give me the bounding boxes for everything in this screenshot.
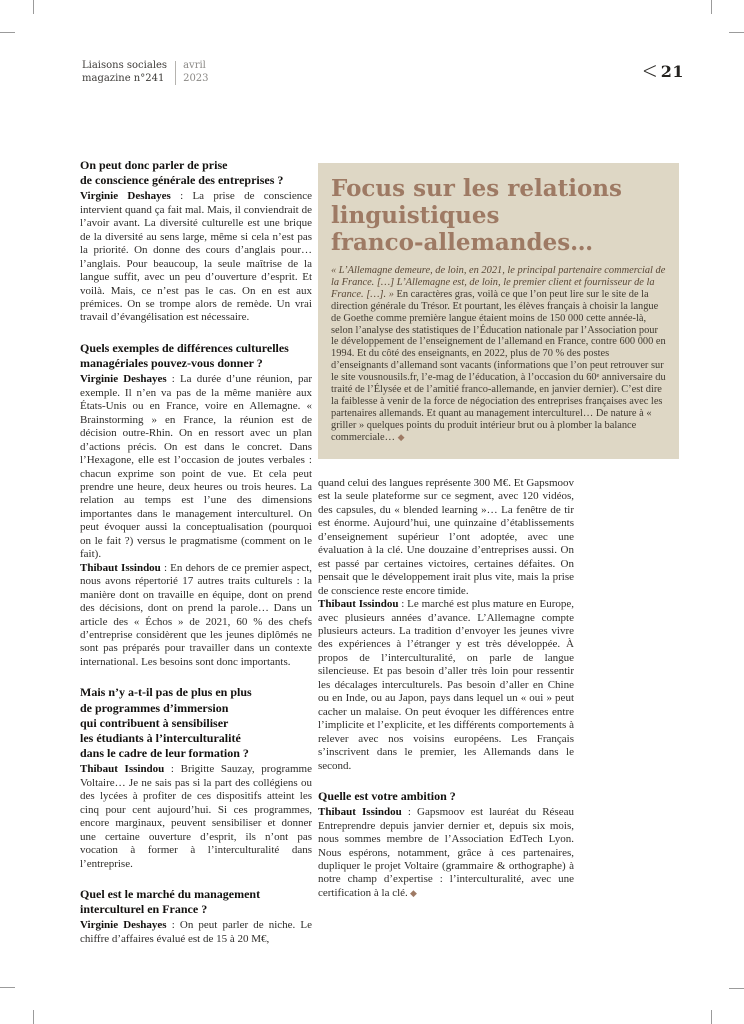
article-end-mark-icon: ◆ xyxy=(407,887,417,898)
masthead-line1: Liaisons sociales xyxy=(82,60,168,71)
answer-text: : En dehors de ce premier aspect, nous avons répertorié 17 autres traits culturels : la manière dont on travaille en équipe, dont on prend des décisions, dont on prend la parole… Dans un article des « Échos » de 2021, 60 % des chefs d’entreprise considèrent que les jeunes diplômés ne sont pas préparés pour travailler dans un contexte international. Les besoins sont donc importants. xyxy=(80,561,312,668)
interview-question xyxy=(80,685,312,761)
issue-year: 2023 xyxy=(183,72,209,84)
focus-title xyxy=(331,175,666,256)
interview-answer xyxy=(80,763,312,871)
focus-text: En caractères gras, voilà ce que l’on peut lire sur le site de la direction générale du Trésor. Et pourtant, les élèves français à choisir la langue de Goethe comme première langue étaient moins de 150 000 cette année-là, selon l’analyse des statistiques de l’Éducation nationale par l’Association pour le développement de l’enseignement de l’allemand en France, contre 600 000 en 1994. Et du côté des enseignants, en 2022, plus de 70 % des postes d’enseignants d’allemand sont vacants (informations que l’on peut retrouver sur le site vousnousils.fr, l’e-mag de l’éducation, à l’occasion du 60ᵉ anniversaire du traité de l’Élysée et de l’amitié franco-allemande, en janvier dernier). C’est dire la faiblesse à venir de la force de négociation des entreprises françaises avec les partenaires allemands. Et quant au management interculturel… De nature à « griller » quelques points du produit intérieur brut ou à plomber la balance commerciale… xyxy=(331,288,666,443)
crop-mark xyxy=(711,0,712,14)
masthead-issue xyxy=(183,60,208,85)
speaker-name: Thibaut Issindou xyxy=(80,561,161,574)
question-line: Quelle est votre ambition ? xyxy=(318,788,456,803)
focus-title-line: franco-allemandes… xyxy=(331,229,594,256)
answer-text: : La prise de conscience intervient quand ça fait mal. Mais, il conviendrait de l’avoir avant. La diversité culturelle est une brique de la diversité au sens large, même si cela n’est pas la priorité. On donne des cours d’anglais pour… l’anglais. Pour beaucoup, la seule maîtrise de la langue suffit, avec un peu d’ouverture d’esprit. Et voilà. Mais, ce n’est pas le cas. On en est aux prémices. On se trompe alors de remède. Un vrai travail d’évangélisation est nécessaire. xyxy=(80,190,313,324)
crop-mark xyxy=(0,32,15,33)
question-line: Quel est le marché du management xyxy=(80,886,261,901)
interview-answer xyxy=(80,373,312,561)
question-line: On peut donc parler de prise xyxy=(80,158,228,172)
answer-text: : Gapsmoov est lauréat du Réseau Entreprendre depuis janvier dernier et, depuis six mois, nous sommes membre de l’Association EdTech Lyon. Nous espérons, notamment, grâce à ces partenaires, dupliquer le projet Voltaire (grammaire & orthographe) à notre champ d’expertise : l’interculturalité, avec une certification à la clé. xyxy=(318,806,574,899)
question-line: interculturel en France ? xyxy=(80,902,208,917)
focus-box xyxy=(318,163,679,459)
answer-text: quand celui des langues représente 300 M€. Et Gapsmoov est la seule plateforme sur ce segment, avec 120 vidéos, des capsules, du « blended learning »… La fenêtre de tir est énorme. Aujourd’hui, une quinzaine d’établissements d’enseignement supérieur l’ont adoptée, avec une évaluation à la clé. Une douzaine d’entreprises aussi. On est passé par certaines victoires, certaines défaites. On pensait que le développement irait plus vite, mais la prise de conscience reste encore timide. xyxy=(318,477,574,597)
question-line: Quels exemples de différences culturelles xyxy=(80,340,289,355)
speaker-name: Virginie Deshayes xyxy=(80,373,167,386)
focus-quote: « L’Allemagne demeure, de loin, en 2021, le principal partenaire commercial de la France. […] L’Allemagne est, de loin, le premier client et fournisseur de la France. […]. » xyxy=(331,265,666,300)
crop-mark xyxy=(711,1010,712,1024)
question-line: de conscience générale des entreprises ? xyxy=(80,173,284,188)
interview-question xyxy=(318,789,574,804)
masthead xyxy=(82,60,209,85)
masthead-line2: magazine n°241 xyxy=(82,72,165,84)
masthead-divider xyxy=(175,61,176,85)
answer-text: : Brigitte Sauzay, programme Voltaire… Je ne sais pas si la part des collégiens ou des lycées à profiter de ces dispositifs atteint les cinq pour cent aujourd’hui. Si ces programmes, encore marginaux, peuvent sensibiliser et donner une certaine ouverture d’esprit, ils n’ont pas vocation à former à l’interculturalité dans l’entreprise. xyxy=(80,763,312,870)
question-line: les étudiants à l’interculturalité xyxy=(80,730,241,745)
masthead-title xyxy=(82,60,167,85)
interview-question xyxy=(80,158,312,188)
question-line: managériales pouvez-vous donner ? xyxy=(80,356,263,371)
question-line: de programmes d’immersion xyxy=(80,700,229,715)
crop-mark xyxy=(729,988,744,989)
speaker-name: Thibaut Issindou xyxy=(318,806,402,819)
article-column-left xyxy=(80,158,312,946)
focus-title-line: linguistiques xyxy=(331,202,500,229)
answer-text: : Le marché est plus mature en Europe, avec plusieurs années d’avance. L’Allemagne compte plusieurs acteurs. La tradition d’envoyer les jeunes vivre des expériences à l’étranger y est très développée. À propos de l’interculturalité, on parle de langue silencieuse. Et pas besoin d’aller très loin pour ressentir les décalages interculturels. Pas besoin d’aller en Chine ou en Inde, ou au Japon, pays dans lequel un « oui » peut cacher un malaise. On peut évoquer les différences entre l’implicite et l’explicite, et les différents comportements à relever avec nos voisins européens. Les Français s’inscrivent dans le premier, les Allemands dans le second. xyxy=(318,598,574,772)
question-line: dans le cadre de leur formation ? xyxy=(80,746,249,761)
interview-answer xyxy=(318,598,574,773)
question-line: qui contribuent à sensibiliser xyxy=(80,715,229,730)
interview-answer xyxy=(80,919,312,946)
issue-month: avril xyxy=(183,60,206,71)
page-number: 21 xyxy=(660,61,684,81)
speaker-name: Thibaut Issindou xyxy=(318,598,399,611)
crop-mark xyxy=(33,1010,34,1024)
interview-answer xyxy=(318,477,574,598)
speaker-name: Virginie Deshayes xyxy=(80,190,171,203)
answer-text: : On peut parler de niche. Le chiffre d’affaires évalué est de 15 à 20 M€, xyxy=(80,919,312,945)
speaker-name: Virginie Deshayes xyxy=(80,919,167,932)
question-line: Mais n’y a-t-il pas de plus en plus xyxy=(80,685,252,700)
crop-mark xyxy=(729,32,744,33)
article-column-right xyxy=(318,477,574,900)
speaker-name: Thibaut Issindou xyxy=(80,763,165,776)
chevron-left-icon: < xyxy=(641,57,658,85)
interview-answer xyxy=(80,190,312,325)
answer-text: : La durée d’une réunion, par exemple. Il n’en va pas de la même manière aux États-Unis ou en France, voire en Allemagne. « Brainstorming » en France, la réunion est de décision outre-Rhin. On en ressort avec un plan d’actions précis. On est dans le concret. Dans l’Hexagone, elle est l’occasion de joutes verbales : chacun exprime son point de vue. Et cela peut prendre une heure, deux heures ou trois heures. La relation au temps est l’une des dimensions importantes dans le management interculturel. On peut évoquer aussi la conceptualisation (pourquoi on le fait ?) versus le pragmatisme (comment on le fait). xyxy=(80,373,312,561)
crop-mark xyxy=(0,987,15,988)
page-number-block xyxy=(641,57,684,85)
interview-answer xyxy=(318,806,574,900)
focus-title-line: Focus sur les relations xyxy=(331,175,622,202)
focus-body xyxy=(331,265,666,444)
interview-question xyxy=(80,887,312,917)
interview-answer xyxy=(80,562,312,670)
focus-end-mark-icon: ◆ xyxy=(397,431,405,442)
crop-mark xyxy=(33,0,34,14)
interview-question xyxy=(80,341,312,371)
